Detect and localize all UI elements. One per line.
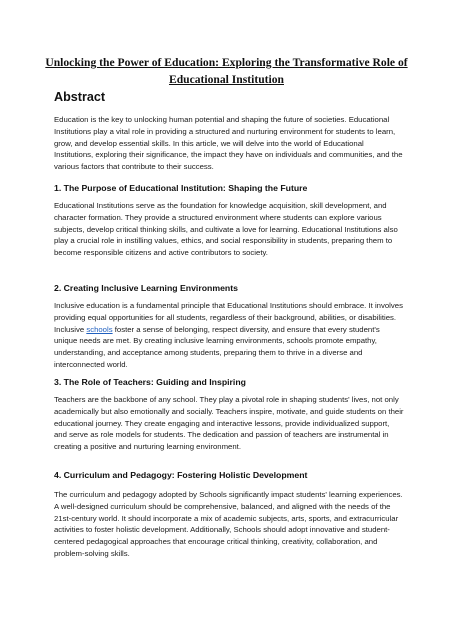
section-1-heading: 1. The Purpose of Educational Institution: Shaping the Future	[54, 183, 308, 193]
section-2-text-end: foster a sense of belonging, respect diversity, and ensure that every student's unique needs are met. By creating inclusive learning environments, schools promote empathy, understanding, and acceptance among students, preparing them to thrive in a diverse and interconnected world.	[54, 324, 380, 369]
section-4-heading: 4. Curriculum and Pedagogy: Fostering Holistic Development	[54, 470, 308, 480]
document-title: Unlocking the Power of Education: Exploring the Transformative Role of Educational Institution	[45, 56, 408, 86]
section-3-heading: 3. The Role of Teachers: Guiding and Inspiring	[54, 377, 246, 387]
abstract-heading: Abstract	[54, 90, 106, 104]
section-2-heading: 2. Creating Inclusive Learning Environments	[54, 283, 238, 293]
schools-link[interactable]: schools	[86, 324, 113, 334]
section-1-paragraph: Educational Institutions serve as the foundation for knowledge acquisition, skill development, and character formation. They provide a structured environment where students can explore various subjects, develop critical thinking skills, and cultivate a love for learning. Educational Institutions also play a crucial role in instilling values, ethics, and social responsibility in students, preparing them to become responsible citizens and active contributors to society.	[54, 201, 398, 258]
abstract-paragraph: Education is the key to unlocking human potential and shaping the future of societies. Educational Institutions play a vital role in providing a structured and nurturing environment for students to learn, grow, and develop essential skills. In this article, we will delve into the world of Educational Institutions, exploring their significance, the impact they have on individuals and communities, and the various factors that contribute to their success.	[54, 115, 403, 172]
section-2-text-start: Inclusive education is a fundamental principle that Educational Institutions should embrace. It involves providing equal opportunities for all students, regardless of their background, abilities, or disabilities. Inclusive	[54, 301, 403, 334]
section-4-paragraph: The curriculum and pedagogy adopted by Schools significantly impact students' learning experiences. A well-designed curriculum should be comprehensive, balanced, and aligned with the needs of the 21st-century world. It should incorporate a mix of academic subjects, arts, sports, and extracurricular activities to foster holistic development. Additionally, Schools should adopt innovative and student-centered pedagogical approaches that encourage critical thinking, creativity, collaboration, and problem-solving skills.	[54, 490, 403, 558]
section-2-paragraph	[54, 300, 404, 371]
section-3-paragraph: Teachers are the backbone of any school. They play a pivotal role in shaping students' lives, not only academically but also emotionally and socially. Teachers inspire, motivate, and guide students on their educational journey. They create engaging and interactive lessons, provide individualized support, and serve as role models for students. The dedication and passion of teachers are instrumental in creating a positive and nurturing learning environment.	[54, 395, 404, 452]
